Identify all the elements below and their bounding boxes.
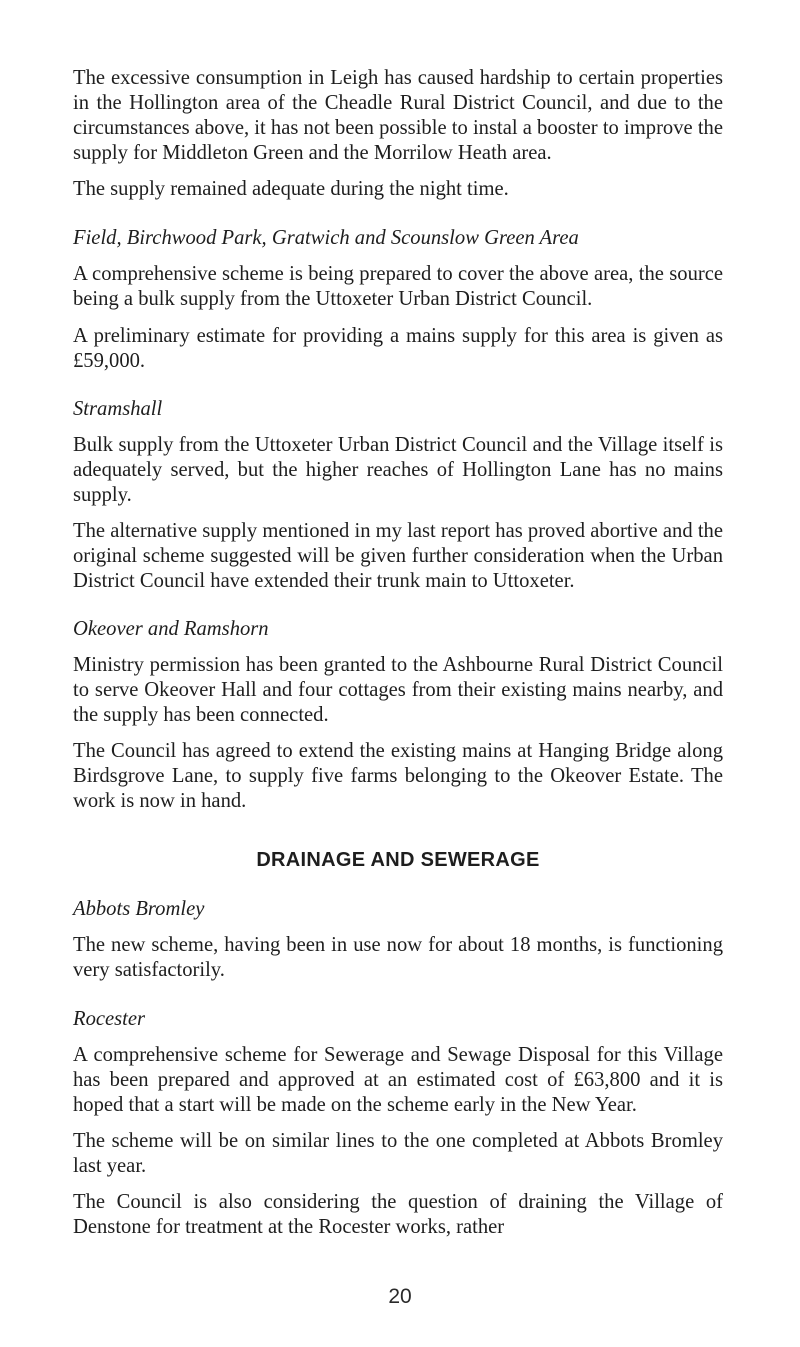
section-heading-rocester: Rocester xyxy=(73,1008,146,1030)
section-rocester-paragraph-1: A comprehensive scheme for Sewerage and Sewage Disposal for this Village has been prepared and approved at an estimated cost of £63,800 and it is hoped that a start will be made on the scheme early in the New Year. xyxy=(73,1044,723,1116)
page-number: 20 xyxy=(388,1285,412,1308)
section-heading-abbots-bromley: Abbots Bromley xyxy=(73,898,205,920)
main-heading: DRAINAGE AND SEWERAGE xyxy=(256,849,540,871)
section-heading-okeover: Okeover and Ramshorn xyxy=(73,618,269,640)
section-okeover-paragraph-2: The Council has agreed to extend the existing mains at Hanging Bridge along Birdsgrove Lane, to supply five farms belonging to the Okeover Estate. The work is now in hand. xyxy=(73,740,723,812)
document-page xyxy=(73,66,723,1240)
section-field-paragraph-1: A comprehensive scheme is being prepared to cover the above area, the source being a bulk supply from the Uttoxeter Urban District Council. xyxy=(73,263,723,310)
section-rocester-paragraph-3: The Council is also considering the question of draining the Village of Denstone for treatment at the Rocester works, rather xyxy=(73,1191,723,1238)
section-stramshall-paragraph-1: Bulk supply from the Uttoxeter Urban District Council and the Village itself is adequately served, but the higher reaches of Hollington Lane has no mains supply. xyxy=(73,434,723,506)
section-rocester-paragraph-2: The scheme will be on similar lines to the one completed at Abbots Bromley last year. xyxy=(73,1130,723,1177)
section-heading-field: Field, Birchwood Park, Gratwich and Scounslow Green Area xyxy=(73,227,579,249)
section-abbots-paragraph-1: The new scheme, having been in use now for about 18 months, is functioning very satisfactorily. xyxy=(73,934,723,981)
section-heading-stramshall: Stramshall xyxy=(73,398,163,420)
section-stramshall-paragraph-2: The alternative supply mentioned in my last report has proved abortive and the original scheme suggested will be given further consideration when the Urban District Council have extended their trunk main to Uttoxeter. xyxy=(73,520,723,592)
section-okeover-paragraph-1: Ministry permission has been granted to the Ashbourne Rural District Council to serve Okeover Hall and four cottages from their existing mains nearby, and the supply has been connected. xyxy=(73,654,723,726)
section-field-paragraph-2: A preliminary estimate for providing a mains supply for this area is given as £59,000. xyxy=(73,325,723,372)
intro-paragraph-2: The supply remained adequate during the night time. xyxy=(73,178,509,200)
intro-paragraph-1: The excessive consumption in Leigh has caused hardship to certain properties in the Hollington area of the Cheadle Rural District Council, and due to the circumstances above, it has not been possible to instal a booster to improve the supply for Middleton Green and the Morrilow Heath area. xyxy=(73,67,723,164)
